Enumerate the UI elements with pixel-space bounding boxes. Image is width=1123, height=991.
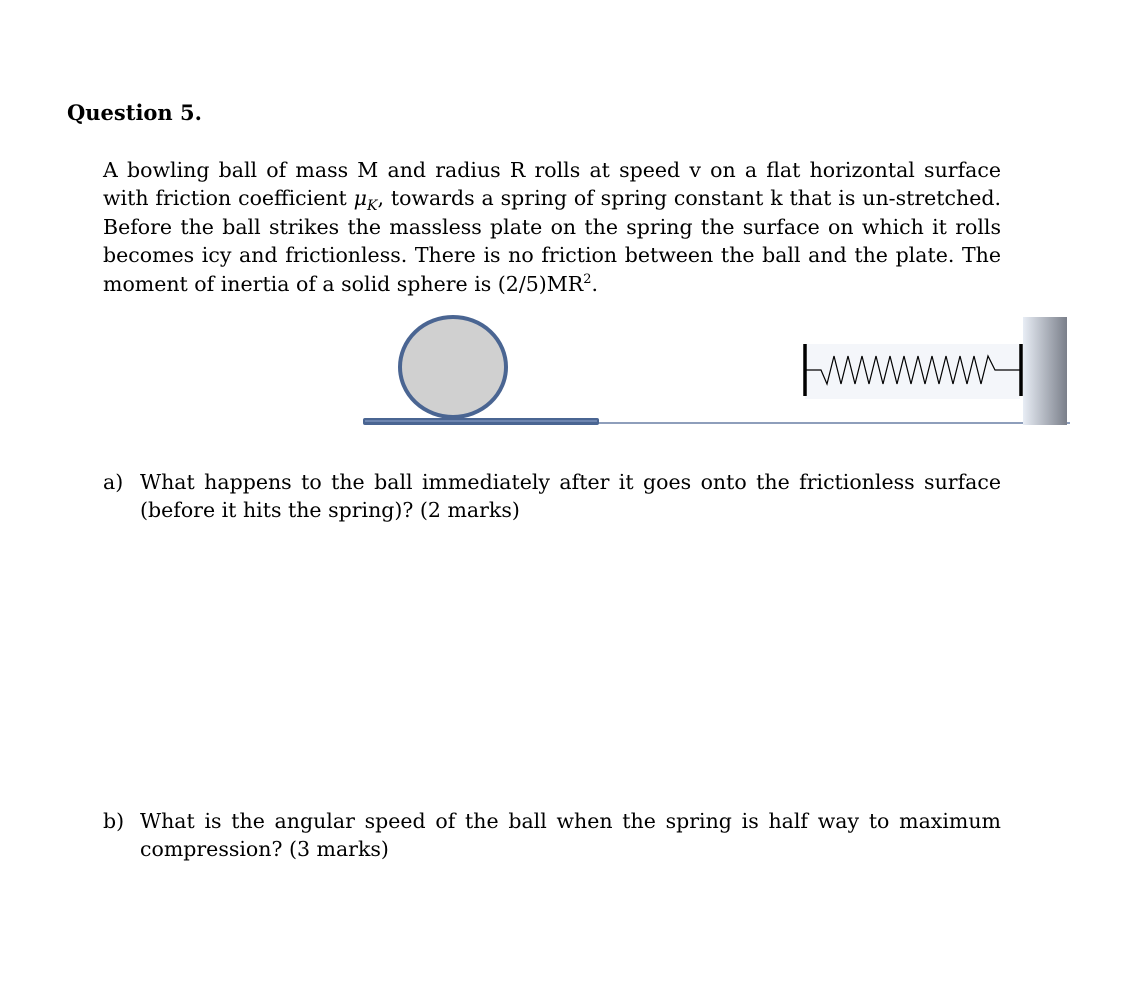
part-b-text: What is the angular speed of the ball when the spring is half way to maximum compression? (3 marks) [140, 809, 1001, 862]
friction-coefficient-symbol [353, 186, 378, 215]
question-part-a [103, 468, 1001, 525]
question-intro [103, 156, 1001, 298]
bowling-ball [400, 317, 506, 417]
question-title: Question 5. [67, 100, 202, 125]
wall [1023, 317, 1067, 425]
intro-text-3: . [591, 271, 599, 296]
intro-superscript: 2 [583, 271, 592, 287]
mu-symbol: μ [353, 186, 367, 211]
spring-background [805, 344, 1020, 399]
intro-text-2: , towards a spring of spring constant k that is un-stretched. Before the ball strikes the massless plate on the spring the surface on which it rolls becomes icy and frictionless. There is no friction between the ball and the plate. The moment of inertia of a solid sphere is (2/5)MR [103, 186, 1001, 296]
part-a-marker: a) [103, 470, 124, 494]
mu-subscript: K [366, 198, 378, 215]
part-a-text: What happens to the ball immediately after it goes onto the frictionless surface (before it hits the spring)? (2 marks) [140, 470, 1001, 523]
intro-text-1: A bowling ball of mass M and radius R rolls at speed v on a flat horizontal surface with friction coefficient [103, 158, 1001, 211]
question-part-b [103, 807, 1001, 864]
ball-spring-diagram [355, 312, 1075, 432]
part-b-marker: b) [103, 809, 125, 833]
rough-surface-highlight [365, 420, 597, 422]
